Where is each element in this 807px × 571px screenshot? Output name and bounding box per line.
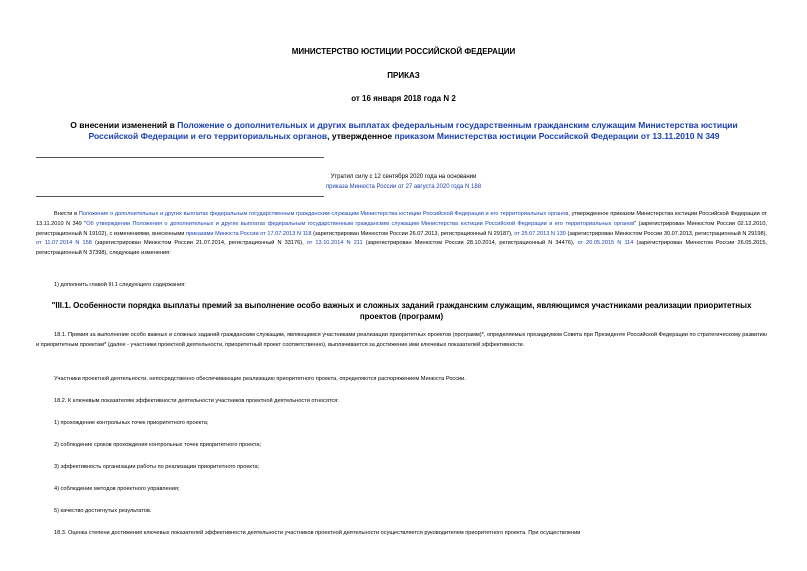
intro-link-114[interactable]: от 20.05.2015 N 114 [577, 240, 634, 247]
title-middle: , утвержденное [327, 131, 395, 141]
status-note [0, 172, 807, 192]
list-item: 1) прохождение контрольных точек приоритетного проекта; [54, 420, 209, 426]
intro-text-8: (зарегистрирован Минюстом России 26.05.2015, регистрационный N 37398), следующие изменения: [36, 240, 768, 257]
intro-text-1: Внести в [54, 211, 79, 217]
intro-link-118[interactable]: приказами Минюста России от 17.07.2013 N 118 [185, 230, 312, 237]
list-item: 4) соблюдение методов проектного управления; [54, 486, 180, 492]
divider-top [36, 157, 324, 158]
list-item: 5) качество достигнутых результатов. [54, 508, 152, 514]
doc-title [48, 120, 760, 142]
paragraph-18-1: 18.1. Премия за выполнение особо важных и сложных заданий гражданским служащим, являющимся участниками реализации приоритетных проектов (программ)*, определяемых президиумом Совета при Президенте Российской Федерации по стратегическому развитию и приоритетным проектам* (далее - участники проектной деятельности, приоритетный проект соответственно), выплачивается за достижение ими ключевых показателей эффективности. [36, 332, 767, 348]
list-item: 2) соблюдение сроков прохождения контрольных точек приоритетного проекта; [54, 442, 262, 448]
intro-link-130[interactable]: от 25.07.2013 N 130 [514, 230, 566, 237]
status-link[interactable]: приказа Минюста России от 27 августа 2020 года N 188 [325, 184, 482, 190]
status-line: Утратил силу с 12 сентября 2020 года на основании [330, 174, 477, 180]
intro-text-6: (зарегистрирован Минюстом России 21.07.2014, регистрационный N 33176), [91, 240, 307, 247]
ministry-name: МИНИСТЕРСТВО ЮСТИЦИИ РОССИЙСКОЙ ФЕДЕРАЦИИ [291, 47, 516, 56]
intro-text-3: " (зарегистрирован Минюстом России 02.12.2010, регистрационный N 19102), с изменениями, внесенными [36, 220, 767, 237]
title-link-regulation[interactable]: Положение о дополнительных и других выплатах федеральным государственным гражданским служащим Министерства юстиции Российской Федерации и его территориальных органов [88, 120, 738, 141]
divider-bottom [36, 196, 324, 197]
doc-date-number: от 16 января 2018 года N 2 [351, 94, 456, 103]
paragraph-18-3: 18.3. Оценка степени достижения ключевых показателей эффективности деятельности участников проектной деятельности осуществляется руководителем приоритетного проекта. При осуществлении [54, 530, 581, 536]
paragraph-18-2: 18.2. К ключевым показателям эффективности деятельности участников проектной деятельности относятся: [54, 398, 339, 404]
intro-link-211[interactable]: от 13.10.2014 N 211 [306, 240, 363, 247]
paragraph-intro [36, 210, 767, 259]
paragraph-item-1: 1) дополнить главой III.1 следующего содержания: [54, 282, 186, 288]
title-link-order[interactable]: приказом Министерства юстиции Российской Федерации от 13.11.2010 N 349 [394, 131, 720, 141]
chapter-heading: "III.1. Особенности порядка выплаты премий за выполнение особо важных и сложных заданий гражданским служащим, являющимся участниками реализации приоритетных проектов (программ) [51, 301, 752, 321]
intro-text-7: (зарегистрирован Минюстом России 28.10.2014, регистрационный N 34476), [362, 240, 578, 247]
intro-link-approval[interactable]: Об утверждении Положения о дополнительных и других выплатах федеральным государственным гражданским служащим Министерства юстиции Российской Федерации и его территориальных органов [86, 220, 635, 227]
intro-text-4: (зарегистрирован Минюстом России 26.07.2013, регистрационный N 29187), [311, 230, 515, 237]
intro-text-5: (зарегистрирован Минюстом России 30.07.2013, регистрационный N 29198), [565, 230, 767, 237]
doc-type: ПРИКАЗ [387, 71, 420, 80]
list-item: 3) эффективность организации работы по реализации приоритетного проекта; [54, 464, 260, 470]
intro-link-158[interactable]: от 11.07.2014 N 158 [36, 240, 92, 247]
paragraph-participants: Участники проектной деятельности, непосредственно обеспечивающие реализацию приоритетного проекта, определяются распоряжением Минюста России. [54, 376, 466, 382]
intro-text-2: , утвержденное приказом Министерства юстиции Российской Федерации от 13.11.2010 N 349 " [36, 211, 767, 227]
intro-link-regulation[interactable]: Положение о дополнительных и других выплатах федеральным государственным гражданским служащим Министерства юстиции Российской Федерации и его территориальных органов [78, 211, 569, 217]
title-prefix: О внесении изменений в [70, 120, 178, 130]
